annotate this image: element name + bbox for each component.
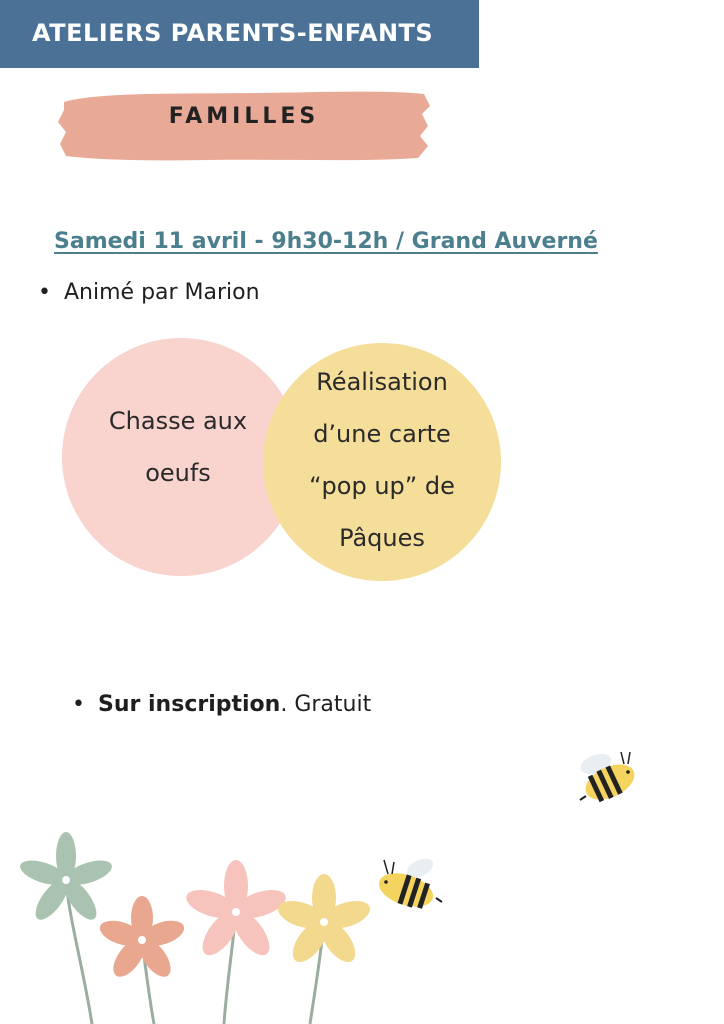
registration-rest: . Gratuit [280,692,372,717]
activity-label: Réalisation d’une carte “pop up” de Pâques [309,368,455,552]
activity-circle-pop-up-card [263,343,501,581]
host-bullet [38,280,260,305]
registration-bullet [72,692,371,717]
flower-icon [97,896,187,1024]
section-label: FAMILLES [168,104,320,129]
registration-bold: Sur inscription [98,692,281,717]
flower-icon [183,860,289,1024]
bullet-icon: • [38,280,51,305]
page-title: ATELIERS PARENTS-ENFANTS [32,19,434,47]
activity-label: Chasse aux oeufs [108,407,248,487]
session-title: Samedi 11 avril - 9h30-12h / Grand Auverné [54,229,598,254]
flowers-decoration [14,822,394,1024]
bullet-icon: • [72,692,85,717]
flower-icon [275,874,374,1024]
host-text: Animé par Marion [64,280,260,305]
bee-icon [572,742,642,808]
